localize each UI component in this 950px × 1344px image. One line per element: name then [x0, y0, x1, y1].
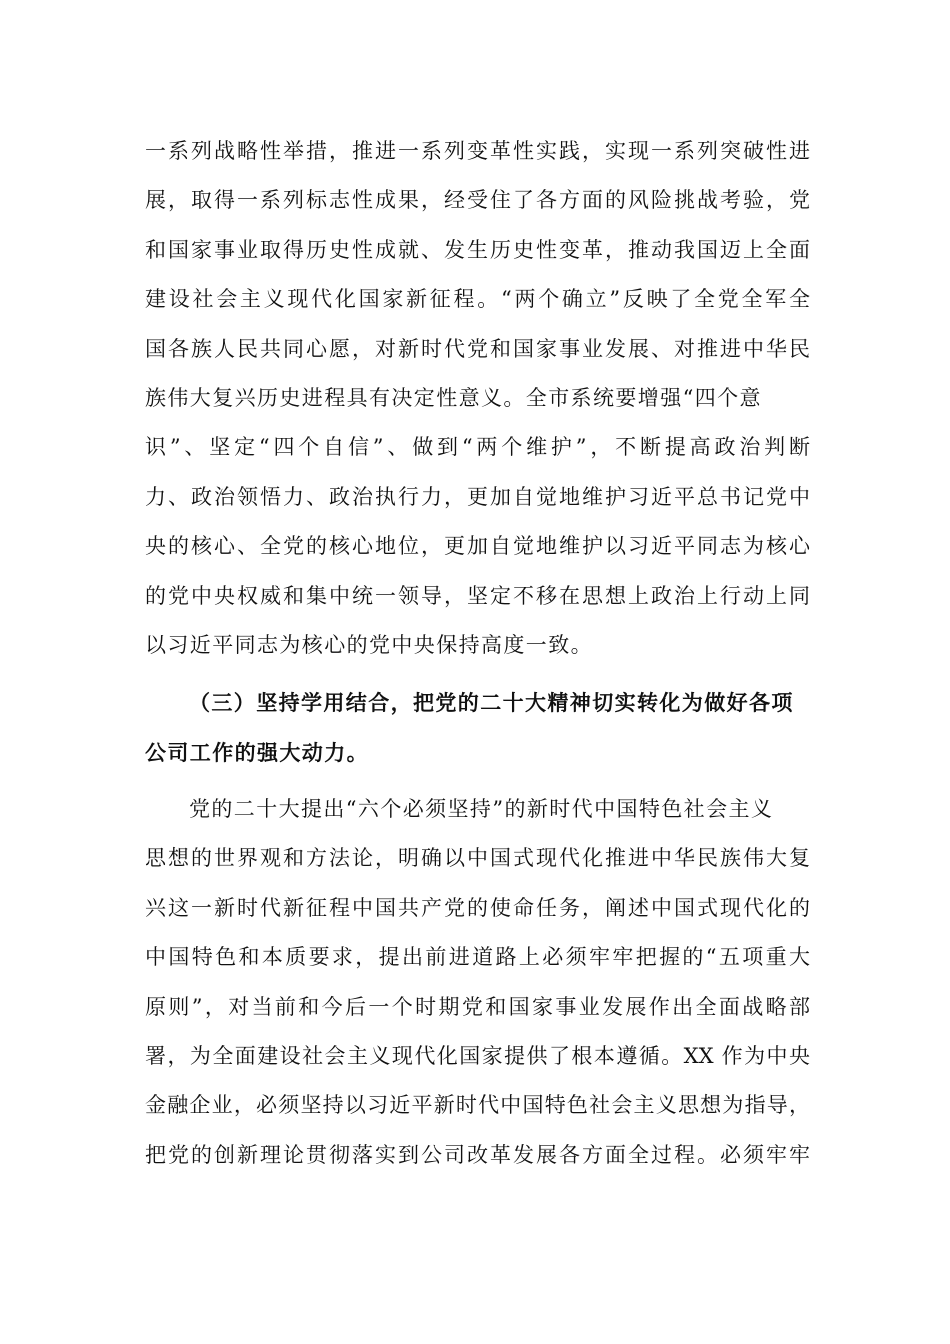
text-line: 把党的创新理论贯彻落实到公司改革发展各方面全过程。必须牢牢 — [145, 1142, 810, 1167]
text-line: 原则”，对当前和今后一个时期党和国家事业发展作出全面战略部 — [145, 994, 810, 1019]
text-line: 央的核心、全党的核心地位，更加自觉地维护以习近平同志为核心 — [145, 534, 810, 559]
section-heading-3 — [145, 678, 810, 777]
text-line: 兴这一新时代新征程中国共产党的使命任务，阐述中国式现代化的 — [145, 895, 810, 920]
text-line: 国各族人民共同心愿，对新时代党和国家事业发展、对推进中华民 — [145, 336, 810, 361]
text-line: 族伟大复兴历史进程具有决定性意义。全市系统要增强“四个意 — [145, 385, 762, 410]
text-line: 以习近平同志为核心的党中央保持高度一致。 — [145, 632, 593, 657]
text-line: 思想的世界观和方法论，明确以中国式现代化推进中华民族伟大复 — [145, 846, 810, 871]
text-line: 识”、坚定“四个自信”、做到“两个维护”，不断提高政治判断 — [145, 435, 810, 460]
text-line: 一系列战略性举措，推进一系列变革性实践，实现一系列突破性进 — [145, 139, 810, 163]
heading-line: 公司工作的强大动力。 — [145, 739, 369, 765]
heading-line: （三）坚持学用结合，把党的二十大精神切实转化为做好各项 — [189, 690, 794, 716]
body-paragraph-2 — [145, 785, 810, 1180]
document-body — [145, 127, 810, 1180]
text-line: 党的二十大提出“六个必须坚持”的新时代中国特色社会主义 — [189, 797, 774, 822]
text-line: 金融企业，必须坚持以习近平新时代中国特色社会主义思想为指导， — [145, 1093, 810, 1118]
text-line: 展，取得一系列标志性成果，经受住了各方面的风险挑战考验，党 — [145, 188, 810, 213]
text-line: 和国家事业取得历史性成就、发生历史性变革，推动我国迈上全面 — [145, 237, 810, 262]
text-line: 力、政治领悟力、政治执行力，更加自觉地维护习近平总书记党中 — [145, 484, 810, 509]
text-line: 建设社会主义现代化国家新征程。“两个确立”反映了全党全军全 — [145, 287, 810, 312]
text-line: 的党中央权威和集中统一领导，坚定不移在思想上政治上行动上同 — [145, 583, 810, 608]
text-line: 中国特色和本质要求，提出前进道路上必须牢牢把握的“五项重大 — [145, 945, 810, 970]
body-paragraph-1 — [145, 127, 810, 670]
text-line: 署，为全面建设社会主义现代化国家提供了根本遵循。XX 作为中央 — [145, 1044, 810, 1069]
